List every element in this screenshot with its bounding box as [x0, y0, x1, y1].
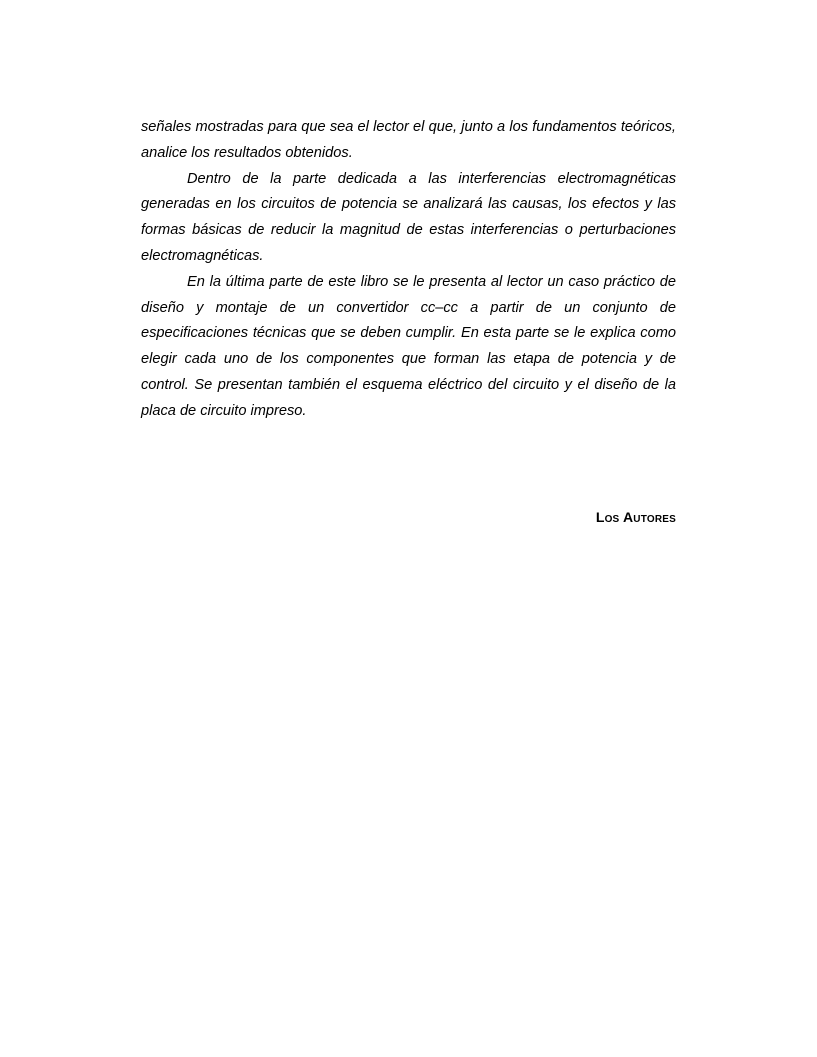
- paragraph-continuation: señales mostradas para que sea el lector el que, junto a los fundamentos teóricos, analice los resultados obtenidos.: [141, 119, 676, 161]
- body-text: [141, 115, 676, 425]
- paragraph-practical-case: En la última parte de este libro se le presenta al lector un caso práctico de diseño y montaje de un convertidor cc–cc a partir de un conjunto de especificaciones técnicas que se deben cumplir. En esta parte se le explica como elegir cada uno de los componentes que forman las etapa de potencia y de control. Se presentan también el esquema eléctrico del circuito y el diseño de la placa de circuito impreso.: [141, 273, 676, 419]
- paragraph-interference: Dentro de la parte dedicada a las interferencias electromagnéticas generadas en los circuitos de potencia se analizará las causas, los efectos y las formas básicas de reducir la magnitud de estas interferencias o perturbaciones electromagnéticas.: [141, 170, 676, 264]
- author-signature: Los Autores: [595, 509, 676, 525]
